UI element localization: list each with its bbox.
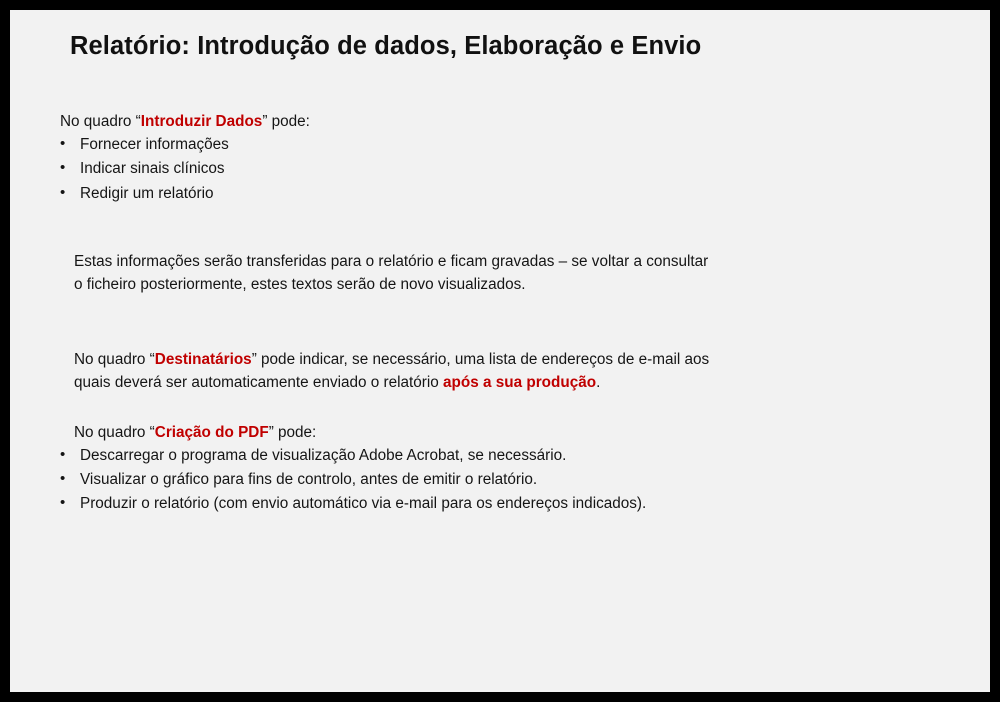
criacao-before: No quadro “: [74, 423, 155, 441]
intro-highlight: Introduzir Dados: [140, 113, 263, 130]
destinatarios-part-2: ” pode indicar, se necessário, uma lista de endereços de e-mail aos quais deverá ser automaticamente enviado o relatório: [74, 351, 710, 392]
list-item: • Fornecer informações: [52, 133, 952, 157]
destinatarios-part-1: No quadro “: [74, 351, 155, 369]
paragraph-gravadas: Estas informações serão transferidas para o relatório e ficam gravadas – se voltar a consultar o ficheiro posteriormente, estes textos serão de novo visualizados.: [74, 252, 709, 293]
destinatarios-highlight: Destinatários: [154, 351, 252, 369]
intro-before: No quadro “: [60, 113, 141, 130]
list-item: • Visualizar o gráfico para fins de controlo, antes de emitir o relatório.: [52, 468, 732, 492]
list-item: • Indicar sinais clínicos: [52, 157, 952, 181]
criacao-highlight: Criação do PDF: [154, 423, 269, 441]
criacao-after: ” pode:: [268, 423, 317, 441]
bullet-list-criacao-pdf: [52, 444, 732, 516]
intro-after: ” pode:: [262, 113, 310, 130]
bullet-list-introduzir-dados: [52, 133, 952, 205]
list-item: • Redigir um relatório: [52, 182, 952, 206]
destinatarios-part-3: .: [596, 374, 601, 392]
paragraph-destinatarios: [74, 348, 714, 395]
list-item: • Descarregar o programa de visualização Adobe Acrobat, se necessário.: [52, 444, 732, 468]
slide-canvas: [10, 10, 990, 692]
page-title: Relatório: Introdução de dados, Elaboração e Envio: [70, 32, 702, 60]
paragraph-criacao-pdf: [74, 421, 714, 444]
slide-body: [52, 110, 952, 516]
list-item: • Produzir o relatório (com envio automático via e-mail para os endereços indicados).: [52, 492, 732, 516]
producao-highlight: após a sua produção: [443, 374, 597, 392]
intro-paragraph: [52, 110, 952, 133]
